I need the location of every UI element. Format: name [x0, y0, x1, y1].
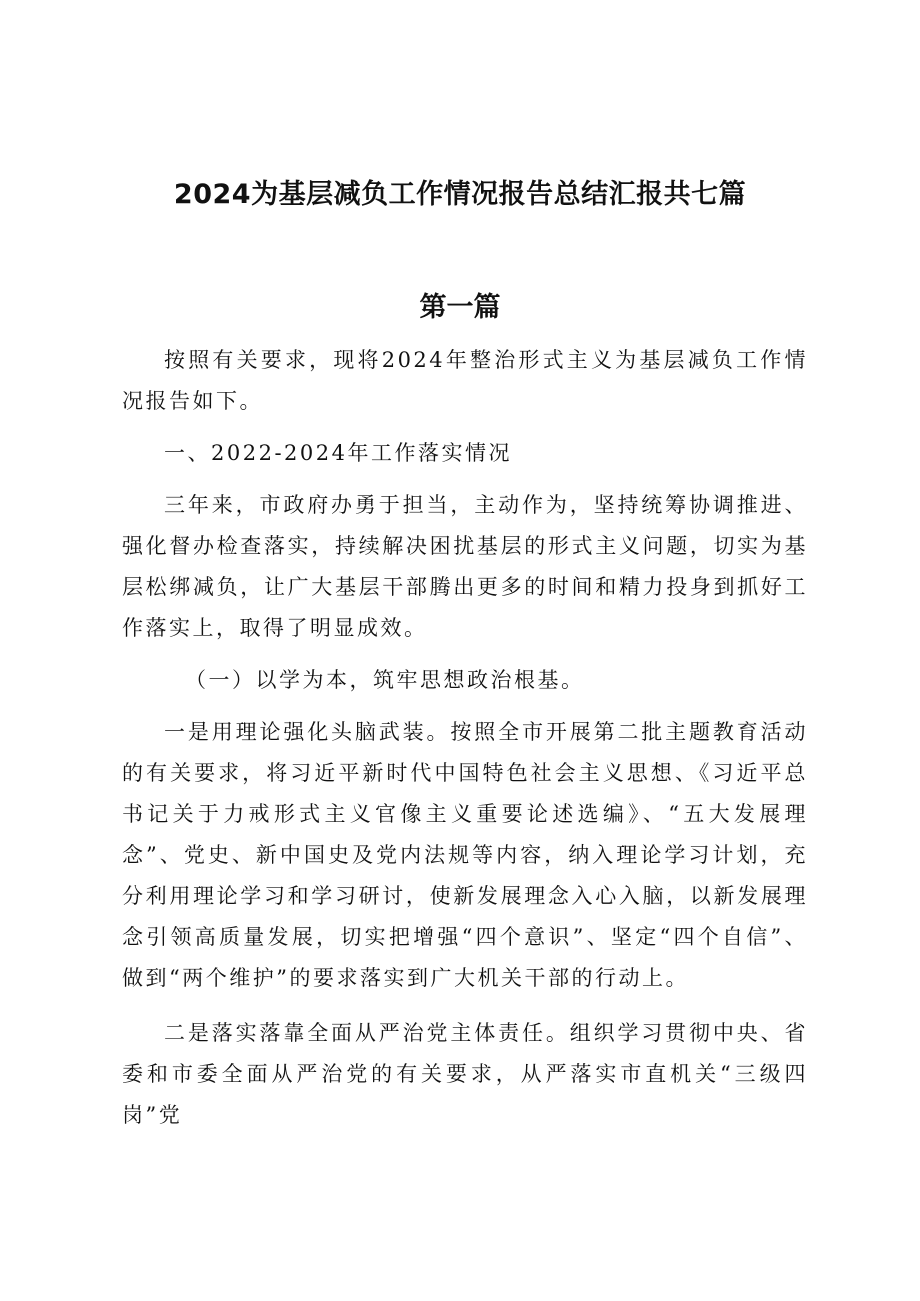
paragraph: 一是用理论强化头脑武装。按照全市开展第二批主题教育活动的有关要求，将习近平新时代中国特色社会主义思想、《习近平总书记关于力戒形式主义官像主义重要论述选编》、“五大发展理念”、党史、新中国史及党内法规等内容，纳入理论学习计划，充分利用理论学习和学习研讨，使新发展理念入心入脑，以新发展理念引领高质量发展，切实把增强“四个意识”、坚定“四个自信”、做到“两个维护”的要求落实到广大机关干部的行动上。	[122, 720, 808, 990]
heading-paragraph: 一、2022-2024年工作落实情况	[164, 441, 512, 465]
section-title: 第一篇	[419, 292, 501, 323]
subheading-paragraph: （一）以学为本，筑牢思想政治根基。	[185, 668, 585, 692]
paragraph: 按照有关要求，现将2024年整治形式主义为基层减负工作情况报告如下。	[122, 348, 808, 413]
paragraph: 二是落实落靠全面从严治党主体责任。组织学习贯彻中央、省委和市委全面从严治党的有关要求，从严落实市直机关“三级四岗”党	[122, 1021, 808, 1127]
paragraph: 三年来，市政府办勇于担当，主动作为，坚持统筹协调推进、强化督办检查落实，持续解决困扰基层的形式主义问题，切实为基层松绑减负，让广大基层干部腾出更多的时间和精力投身到抓好工作落实上，取得了明显成效。	[122, 493, 808, 640]
document-title: 2024为基层减负工作情况报告总结汇报共七篇	[173, 179, 747, 210]
document-body	[122, 340, 808, 1147]
